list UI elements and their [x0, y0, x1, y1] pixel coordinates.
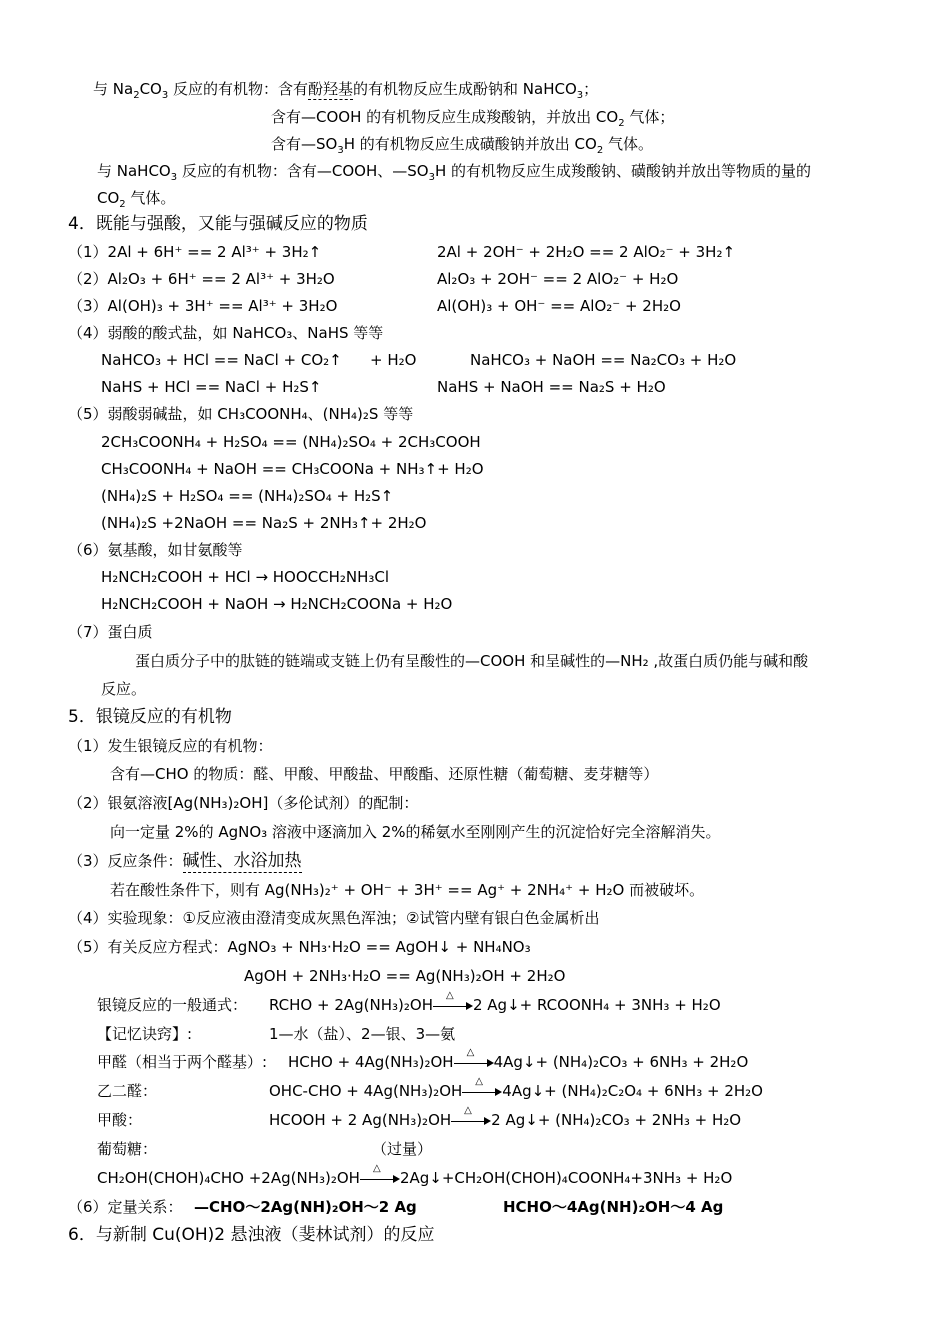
s5-item3-head: （3）反应条件：碱性、水浴加热	[68, 851, 302, 871]
quant-relation-hcho: HCHO～4Ag(NH)₂OH～4 Ag	[503, 1198, 724, 1216]
s4-item3-base: Al(OH)₃ + OH⁻ == AlO₂⁻ + 2H₂O	[437, 297, 681, 315]
s4-item4-eq1b: + H₂O	[370, 351, 417, 369]
s4-item5-head: （5）弱酸弱碱盐，如 CH₃COONH₄、(NH₄)₂S 等等	[68, 405, 414, 423]
na2co3-cooh-line: 含有—COOH 的有机物反应生成羧酸钠，并放出 $CO_2$ 气体；	[271, 108, 675, 129]
glucose-excess-note: （过量）	[372, 1140, 433, 1158]
s4-item4-eq2b: NaHS + NaOH == Na₂S + H₂O	[437, 378, 666, 396]
mnemonic-label: 【记忆诀窍】:	[97, 1025, 193, 1043]
general-equation: RCHO + 2Ag(NH₃)₂OH △ 2 Ag↓+ RCOONH₄ + 3NH₃ + H₂O	[269, 990, 721, 1014]
s5-item5-head: （5）有关反应方程式：AgNO₃ + NH₃·H₂O == AgOH↓ + NH₄NO₃	[68, 938, 531, 956]
s4-item7-para1: 蛋白质分子中的肽链的链端或支链上仍有呈酸性的—COOH 和呈碱性的—NH₂ ,故蛋白质仍能与碱和酸	[135, 652, 809, 670]
formic-label: 甲酸：	[97, 1111, 143, 1129]
nahco3-line-cont: $CO_2$ 气体。	[97, 189, 176, 210]
keyword-phenolic-hydroxyl: 酚羟基	[308, 80, 354, 98]
mnemonic-text: 1—水（盐）、2—银、3—氨	[269, 1025, 456, 1043]
formic-equation: HCOOH + 2 Ag(NH₃)₂OH △ 2 Ag↓+ (NH₄)₂CO₃ + 2NH₃ + H₂O	[269, 1105, 742, 1129]
s5-item3-body: 若在酸性条件下，则有 Ag(NH₃)₂⁺ + OH⁻ + 3H⁺ == Ag⁺ + 2NH₄⁺ + H₂O 而被破坏。	[110, 881, 705, 899]
glyoxal-equation: OHC-CHO + 4Ag(NH₃)₂OH △ 4Ag↓+ (NH₄)₂C₂O₄ + 6NH₃ + 2H₂O	[269, 1076, 763, 1100]
s4-item4-eq1a: NaHCO₃ + HCl == NaCl + CO₂↑	[101, 351, 342, 369]
s4-item5-eq2: CH₃COONH₄ + NaOH == CH₃COONa + NH₃↑+ H₂O	[101, 460, 484, 478]
keyword-conditions: 碱性、水浴加热	[182, 851, 302, 871]
heat-arrow-icon: △	[462, 1083, 502, 1097]
heat-arrow-icon: △	[433, 997, 473, 1011]
glyoxal-label: 乙二醛：	[97, 1082, 158, 1100]
s4-item1-acid: （1）2Al + 6H⁺ == 2 Al³⁺ + 3H₂↑	[68, 243, 322, 261]
quant-relation-cho: —CHO～2Ag(NH)₂OH～2 Ag	[194, 1198, 417, 1216]
hcho-equation: HCHO + 4Ag(NH₃)₂OH △ 4Ag↓+ (NH₄)₂CO₃ + 6NH₃ + 2H₂O	[288, 1047, 749, 1071]
hcho-label: 甲醛（相当于两个醛基）:	[97, 1053, 268, 1071]
heat-arrow-icon: △	[454, 1054, 494, 1068]
s4-item2-base: Al₂O₃ + 2OH⁻ == 2 AlO₂⁻ + H₂O	[437, 270, 679, 288]
glucose-label: 葡萄糖：	[97, 1140, 158, 1158]
s4-item6-eq2: H₂NCH₂COOH + NaOH → H₂NCH₂COONa + H₂O	[101, 595, 453, 613]
section-4-title: 4．既能与强酸，又能与强碱反应的物质	[68, 214, 368, 234]
s5-item5-eq2: AgOH + 2NH₃·H₂O == Ag(NH₃)₂OH + 2H₂O	[244, 967, 566, 985]
s5-item4: （4）实验现象：①反应液由澄清变成灰黑色浑浊；②试管内壁有银白色金属析出	[68, 909, 600, 927]
s4-item5-eq4: (NH₄)₂S +2NaOH == Na₂S + 2NH₃↑+ 2H₂O	[101, 514, 427, 532]
s5-item2-head: （2）银氨溶液[Ag(NH₃)₂OH]（多伦试剂）的配制：	[68, 794, 419, 812]
heat-arrow-icon: △	[360, 1170, 400, 1184]
s5-item6-head: （6）定量关系：	[68, 1198, 183, 1216]
s4-item4-head: （4）弱酸的酸式盐，如 NaHCO₃、NaHS 等等	[68, 324, 384, 342]
section-5-title: 5．银镜反应的有机物	[68, 707, 232, 727]
section-6-title: 6．与新制 Cu(OH)2 悬浊液（斐林试剂）的反应	[68, 1225, 435, 1245]
s4-item5-eq1: 2CH₃COONH₄ + H₂SO₄ == (NH₄)₂SO₄ + 2CH₃COOH	[101, 433, 481, 451]
na2co3-so3h-line: 含有$—SO_3H$ 的有机物反应生成磺酸钠并放出 $CO_2$ 气体。	[271, 135, 653, 156]
s4-item7-head: （7）蛋白质	[68, 623, 153, 641]
s5-item1-head: （1）发生银镜反应的有机物：	[68, 737, 273, 755]
s4-item2-acid: （2）Al₂O₃ + 6H⁺ == 2 Al³⁺ + 3H₂O	[68, 270, 335, 288]
s5-item1-body: 含有—CHO 的物质：醛、甲酸、甲酸盐、甲酸酯、还原性糖（葡萄糖、麦芽糖等）	[110, 765, 659, 783]
s4-item4-eq2a: NaHS + HCl == NaCl + H₂S↑	[101, 378, 322, 396]
s4-item4-eq1c: NaHCO₃ + NaOH == Na₂CO₃ + H₂O	[470, 351, 737, 369]
s4-item6-eq1: H₂NCH₂COOH + HCl → HOOCCH₂NH₃Cl	[101, 568, 390, 586]
na2co3-line: 与 $Na_2CO_3$ 反应的有机物：含有酚羟基的有机物反应生成酚钠和 NaHCO$_3$；	[93, 80, 599, 101]
general-label: 银镜反应的一般通式：	[97, 996, 248, 1014]
heat-arrow-icon: △	[451, 1112, 491, 1126]
nahco3-line: 与 NaHCO$_3$ 反应的有机物：含有—COOH、$—SO_3H$ 的有机物反应生成羧酸钠、磺酸钠并放出等物质的量的	[97, 162, 812, 183]
s4-item3-acid: （3）Al(OH)₃ + 3H⁺ == Al³⁺ + 3H₂O	[68, 297, 338, 315]
s4-item1-base: 2Al + 2OH⁻ + 2H₂O == 2 AlO₂⁻ + 3H₂↑	[437, 243, 736, 261]
s4-item5-eq3: (NH₄)₂S + H₂SO₄ == (NH₄)₂SO₄ + H₂S↑	[101, 487, 394, 505]
s4-item6-head: （6）氨基酸，如甘氨酸等	[68, 541, 243, 559]
glucose-equation: CH₂OH(CHOH)₄CHO +2Ag(NH₃)₂OH △ 2Ag↓+CH₂OH(CHOH)₄COONH₄+3NH₃ + H₂O	[97, 1163, 733, 1187]
s4-item7-para2: 反应。	[101, 680, 147, 698]
s5-item2-body: 向一定量 2%的 AgNO₃ 溶液中逐滴加入 2%的稀氨水至刚刚产生的沉淀恰好完全溶解消失。	[110, 823, 721, 841]
